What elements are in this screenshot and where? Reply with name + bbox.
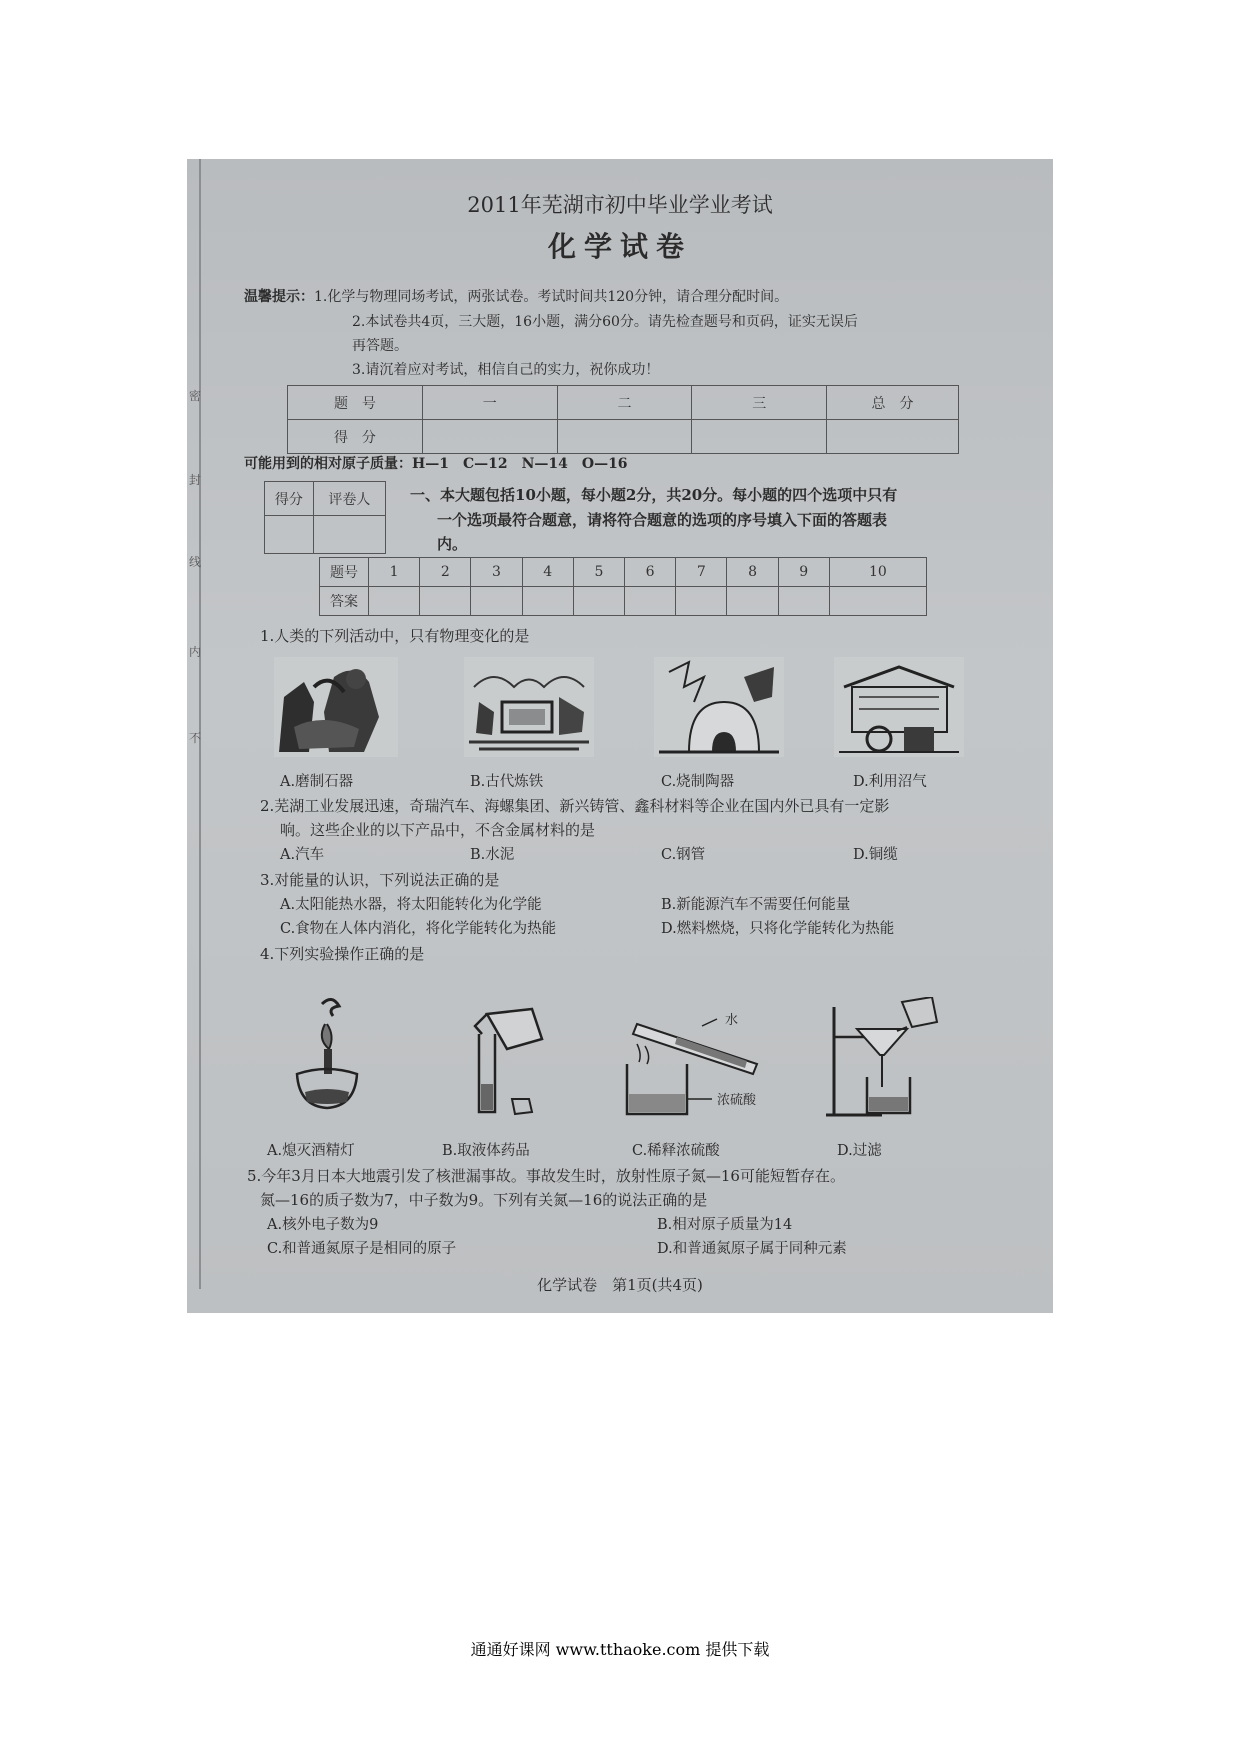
q3-stem: 3.对能量的认识，下列说法正确的是 (260, 871, 500, 889)
score-table (287, 385, 959, 454)
answer-number: 4 (522, 558, 573, 587)
answer-cell (522, 587, 573, 616)
q3-option-b: B.新能源汽车不需要任何能量 (661, 897, 851, 913)
answer-number: 2 (420, 558, 471, 587)
grader-label: 评卷人 (313, 482, 385, 516)
answer-cell (778, 587, 829, 616)
margin-mark: 封 (189, 473, 202, 487)
q1-option-c: C.烧制陶器 (661, 774, 735, 790)
liquid-reagent-pouring-illustration (457, 1004, 567, 1119)
score-header: 题 号 (288, 386, 423, 420)
q2-stem-2: 响。这些企业的以下产品中，不含金属材料的是 (280, 821, 596, 839)
grader-label: 得分 (265, 482, 314, 516)
margin-mark: 线 (189, 555, 202, 569)
answer-cell (369, 587, 420, 616)
q2-stem-1: 2.芜湖工业发展迅速，奇瑞汽车、海螺集团、新兴铸管、鑫科材料等企业在国内外已具有一定影 (260, 797, 890, 815)
q2-option-c: C.钢管 (661, 847, 706, 863)
exam-paper-photo (187, 159, 1053, 1313)
answer-number: 9 (778, 558, 829, 587)
score-header: 总 分 (827, 386, 959, 420)
margin-mark: 密 (189, 389, 202, 403)
answer-number: 7 (676, 558, 727, 587)
stone-tool-grinding-illustration (274, 657, 398, 757)
filtration-setup-illustration (822, 997, 942, 1122)
q1-option-a: A.磨制石器 (280, 774, 354, 790)
q4-option-d: D.过滤 (837, 1143, 882, 1159)
answer-cell (573, 587, 624, 616)
score-cell (557, 420, 692, 454)
answer-table-header: 题号 (320, 558, 369, 587)
q5-option-d: D.和普通氮原子属于同种元素 (657, 1241, 847, 1257)
answer-cell (625, 587, 676, 616)
score-header: 二 (557, 386, 692, 420)
q5-stem-1: 5.今年3月日本大地震引发了核泄漏事故。事故发生时，放射性原子氮—16可能短暂存在。 (247, 1167, 845, 1185)
ancient-iron-smelting-illustration (464, 657, 594, 757)
q4-option-a: A.熄灭酒精灯 (267, 1143, 355, 1159)
answer-number: 1 (369, 558, 420, 587)
q1-option-d: D.利用沼气 (853, 774, 927, 790)
score-row-label: 得 分 (288, 420, 423, 454)
answer-number: 5 (573, 558, 624, 587)
q4-option-c: C.稀释浓硫酸 (632, 1143, 720, 1159)
q4-option-b: B.取液体药品 (442, 1143, 530, 1159)
binding-line (199, 159, 201, 1289)
margin-mark: 不 (189, 731, 202, 745)
answer-number: 8 (727, 558, 778, 587)
score-cell (422, 420, 557, 454)
tips-text-1: 1.化学与物理同场考试，两张试卷。考试时间共120分钟，请合理分配时间。 (314, 289, 789, 305)
grader-cell (313, 516, 385, 554)
q2-option-a: A.汽车 (280, 847, 325, 863)
q2-option-d: D.铜缆 (853, 847, 898, 863)
tips-label: 温馨提示： (244, 289, 314, 305)
page-footer: 化学试卷 第1页(共4页) (537, 1276, 703, 1294)
pottery-firing-kiln-illustration (654, 657, 784, 757)
q5-stem-2: 氮—16的质子数为7，中子数为9。下列有关氮—16的说法正确的是 (260, 1191, 708, 1209)
score-header: 一 (422, 386, 557, 420)
q5-option-b: B.相对原子质量为14 (657, 1217, 793, 1233)
tips-line-2: 2.本试卷共4页，三大题，16小题，满分60分。请先检查题号和页码，证实无误后 (352, 314, 858, 330)
q5-option-c: C.和普通氮原子是相同的原子 (267, 1241, 457, 1257)
alcohol-lamp-illustration (287, 994, 367, 1114)
score-cell (827, 420, 959, 454)
q3-option-d: D.燃料燃烧，只将化学能转化为热能 (661, 921, 895, 937)
section1-instruction-2: 一个选项最符合题意，请将符合题意的选项的序号填入下面的答题表 (437, 511, 888, 529)
exam-title: 2011年芜湖市初中毕业学业考试 (467, 193, 773, 217)
answer-cell (829, 587, 926, 616)
q4-stem: 4.下列实验操作正确的是 (260, 945, 425, 963)
tips-line-3: 3.请沉着应对考试，相信自己的实力，祝你成功！ (352, 362, 660, 378)
q1-option-b: B.古代炼铁 (470, 774, 544, 790)
q3-option-c: C.食物在人体内消化，将化学能转化为热能 (280, 921, 557, 937)
score-cell (692, 420, 827, 454)
sulfuric-acid-label: 浓硫酸 (717, 1093, 757, 1108)
section1-instruction-3: 内。 (437, 535, 468, 553)
answer-number: 3 (471, 558, 522, 587)
paper-subtitle: 化学试卷 (547, 230, 692, 263)
answer-cell (471, 587, 522, 616)
tips-line-1 (244, 286, 788, 306)
water-label: 水 (725, 1013, 739, 1028)
answer-table (319, 557, 927, 616)
source-attribution: 通通好课网 www.tthaoke.com 提供下载 (470, 1640, 770, 1659)
answer-row-label: 答案 (320, 587, 369, 616)
q1-stem: 1.人类的下列活动中，只有物理变化的是 (260, 627, 530, 645)
section1-instruction-1: 一、本大题包括10小题，每小题2分，共20分。每小题的四个选项中只有 (410, 486, 898, 504)
score-header: 三 (692, 386, 827, 420)
answer-number: 10 (829, 558, 926, 587)
answer-cell (676, 587, 727, 616)
grader-cell (265, 516, 314, 554)
biogas-usage-illustration (834, 657, 964, 757)
q2-option-b: B.水泥 (470, 847, 515, 863)
answer-cell (727, 587, 778, 616)
grader-table (264, 481, 386, 554)
answer-cell (420, 587, 471, 616)
tips-line-2b: 再答题。 (352, 338, 408, 354)
margin-mark: 内 (189, 645, 202, 659)
answer-number: 6 (625, 558, 676, 587)
q3-option-a: A.太阳能热水器，将太阳能转化为化学能 (280, 897, 542, 913)
atomic-mass-line: 可能用到的相对原子质量：H—1 C—12 N—14 O—16 (244, 456, 628, 472)
q5-option-a: A.核外电子数为9 (267, 1217, 379, 1233)
